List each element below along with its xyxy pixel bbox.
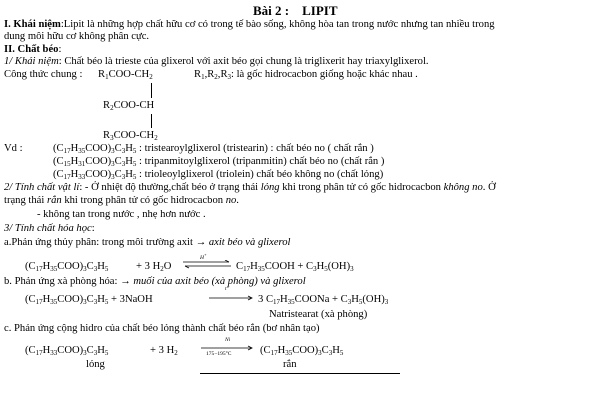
example-2: $(C_{15}H_{31}COO)_3C_3H_5$ : tripanmitoylglixerol (tripanmitin) chất béo no (chất rắn ) bbox=[53, 156, 385, 168]
reaction-a-rhs: $C_{17}H_{35}COOH + C_3H_5(OH)_3$ bbox=[236, 261, 354, 273]
section-1-line-2: dung môi hữu cơ không phân cực. bbox=[4, 31, 150, 42]
chemical-props-heading: 3/ Tính chất hóa học: bbox=[4, 223, 95, 234]
physical-props-line-2: trạng thái rắn khi trong phân tử có gốc hidrocacbon no. bbox=[4, 195, 239, 206]
formula-bond-1 bbox=[151, 83, 152, 98]
reaction-c-condition-bottom: 175−195°C bbox=[206, 351, 232, 357]
section-1-text: :Lipit là những hợp chất hữu cơ có trong tế bào sống, không hòa tan trong nước nhưng tan nhiều trong bbox=[60, 19, 495, 30]
reaction-a-reagent: + 3 $H_2O$ bbox=[136, 261, 172, 273]
physical-props-line-3: - không tan trong nước , nhẹ hơn nước . bbox=[37, 209, 206, 220]
reaction-c-condition-top: Ni bbox=[225, 337, 231, 343]
section-2-heading-line bbox=[4, 45, 61, 56]
formula-bond-2 bbox=[151, 114, 152, 128]
reaction-c-lhs: $(C_{17}H_{33}COO)_3C_3H_5$ bbox=[25, 345, 109, 357]
reaction-b-title: b. Phản ứng xà phòng hóa: → muối của axit béo (xà phòng) và glixerol bbox=[4, 276, 306, 287]
reaction-c-rhs: $(C_{17}H_{35}COO)_3C_3H_5$ bbox=[260, 345, 344, 357]
reaction-c-rhs-state: rắn bbox=[283, 359, 297, 370]
section-2-heading: II. Chất béo bbox=[4, 44, 59, 55]
definition-text: : Chất béo là trieste của glixerol với axit béo gọi chung là triglixerit hay triaxylglixerol. bbox=[58, 56, 429, 67]
formula-bottom-group: $R_3COO-CH_2$ bbox=[103, 130, 158, 142]
reaction-c-reagent: + 3 $H_2$ bbox=[150, 345, 178, 357]
formula-label: Công thức chung : bbox=[4, 69, 83, 80]
example-3: $(C_{17}H_{33}COO)_3C_3H_5$ : trioleoylglixerol (triolein) chất béo không no (chất lỏng) bbox=[53, 169, 384, 181]
chemical-props-label: 3/ Tính chất hóa học bbox=[4, 223, 92, 234]
formula-mid-group: $R_2COO-CH$ bbox=[103, 100, 155, 112]
reaction-b-lhs: $(C_{17}H_{35}COO)_3C_3H_5$ + 3NaOH bbox=[25, 294, 153, 306]
section-1-heading: I. Khái niệm bbox=[4, 19, 61, 30]
reaction-a-condition: H+ bbox=[200, 252, 207, 261]
reaction-c-lhs-state: lỏng bbox=[86, 359, 105, 370]
example-1: $(C_{17}H_{35}COO)_3C_3H_5$ : tristearoylglixerol (tristearin) : chất béo no ( chất rắn ) bbox=[53, 143, 374, 155]
definition-label: 1/ Khái niệm bbox=[4, 56, 59, 67]
physical-props-label: 2/ Tính chất vật lí bbox=[4, 182, 80, 193]
formula-top-group: $R_1COO-CH_2$ bbox=[98, 69, 153, 81]
reaction-a-title: a.Phản ứng thủy phân: trong môi trường axit → axit béo và glixerol bbox=[4, 237, 291, 248]
section-1-line-1 bbox=[4, 20, 495, 31]
examples-label: Vd : bbox=[4, 143, 23, 154]
formula-r-note: $R_1,R_2,R_3$: là gốc hidrocacbon giống hoặc khác nhau . bbox=[194, 69, 418, 81]
reaction-b-note: Natristearat (xà phòng) bbox=[269, 309, 368, 320]
physical-props-line-1: 2/ Tính chất vật lí: - Ở nhiệt độ thường,chất béo ở trạng thái lỏng khi trong phân tử có gốc hidrocacbon không no. Ở bbox=[4, 182, 496, 193]
page-title: Bài 2 : LIPIT bbox=[253, 3, 338, 18]
reaction-b-condition: t° bbox=[225, 286, 229, 292]
reaction-b-rhs: 3 $C_{17}H_{35}COONa + C_3H_5(OH)_3$ bbox=[258, 294, 389, 306]
reaction-b-arrow bbox=[208, 295, 254, 301]
reaction-c-underline bbox=[200, 373, 400, 374]
reaction-a-equilibrium-arrow bbox=[182, 260, 232, 266]
definition-line bbox=[4, 57, 429, 68]
reaction-c-title: c. Phản ứng cộng hidro của chất béo lỏng thành chất béo rắn (bơ nhân tạo) bbox=[4, 323, 320, 334]
section-2-heading-colon: : bbox=[58, 44, 62, 55]
reaction-a-lhs: $(C_{17}H_{35}COO)_3C_3H_5$ bbox=[25, 261, 109, 273]
